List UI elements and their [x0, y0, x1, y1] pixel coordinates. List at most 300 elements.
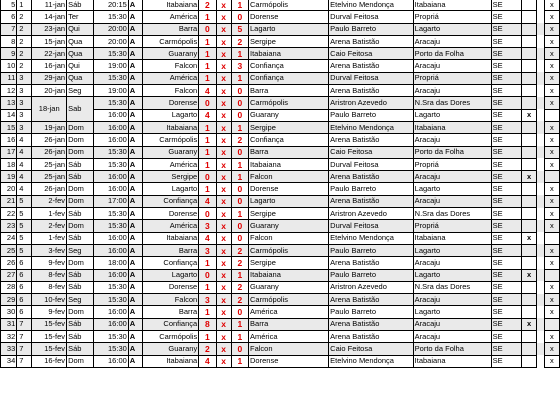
home-score-cell: 1: [199, 60, 216, 72]
away-score-cell: 1: [231, 121, 248, 133]
gap-cell: [537, 208, 545, 220]
time-cell: 16:00: [94, 269, 129, 281]
city-cell: Porto da Folha: [413, 343, 491, 355]
away-team-cell: Guarany: [249, 281, 329, 293]
away-score-cell: 1: [231, 331, 248, 343]
away-score-cell: 5: [231, 23, 248, 35]
flag-cell: [522, 48, 537, 60]
group-cell: A: [128, 109, 142, 121]
home-team-cell: Barra: [142, 244, 198, 256]
versus-cell: x: [216, 318, 231, 330]
gap-cell: [537, 306, 545, 318]
versus-cell: x: [216, 60, 231, 72]
city-cell: Itabaiana: [413, 121, 491, 133]
city-cell: Lagarto: [413, 269, 491, 281]
table-row: [1, 281, 560, 293]
row-number: 8: [1, 35, 17, 47]
away-score-cell: 0: [231, 11, 248, 23]
gap-cell: [537, 11, 545, 23]
time-cell: 15:30: [94, 158, 129, 170]
home-score-cell: 1: [199, 146, 216, 158]
date-cell: 10-fev: [32, 294, 67, 306]
flag-cell: [522, 72, 537, 84]
table-row: [1, 0, 560, 11]
group-cell: A: [128, 85, 142, 97]
away-team-cell: Guarany: [249, 109, 329, 121]
home-score-cell: 3: [199, 244, 216, 256]
home-score-cell: 2: [199, 0, 216, 11]
away-score-cell: 2: [231, 281, 248, 293]
state-cell: SE: [491, 48, 521, 60]
date-cell: 29-jan: [32, 72, 67, 84]
date-cell: 15-fev: [32, 331, 67, 343]
gap-cell: [537, 109, 545, 121]
time-cell: 15:30: [94, 208, 129, 220]
date-cell: 2-fev: [32, 220, 67, 232]
group-cell: A: [128, 134, 142, 146]
home-team-cell: Dorense: [142, 281, 198, 293]
row-number: 29: [1, 294, 17, 306]
row-number: 20: [1, 183, 17, 195]
home-team-cell: Lagarto: [142, 109, 198, 121]
date-cell: 9-fev: [32, 306, 67, 318]
away-team-cell: Barra: [249, 318, 329, 330]
row-number: 6: [1, 11, 17, 23]
city-cell: Aracaju: [413, 331, 491, 343]
gap-cell: [537, 183, 545, 195]
home-team-cell: América: [142, 220, 198, 232]
table-row: [1, 11, 560, 23]
stadium-cell: Arena Batistão: [329, 85, 414, 97]
row-number: 10: [1, 60, 17, 72]
round-cell: 3: [17, 85, 32, 97]
mark-cell: x: [544, 85, 559, 97]
stadium-cell: Paulo Barreto: [329, 183, 414, 195]
row-number: 27: [1, 269, 17, 281]
state-cell: SE: [491, 97, 521, 109]
row-number: 19: [1, 171, 17, 183]
city-cell: Propriá: [413, 158, 491, 170]
home-team-cell: Falcon: [142, 60, 198, 72]
home-team-cell: Falcon: [142, 85, 198, 97]
stadium-cell: Arena Batistão: [329, 331, 414, 343]
group-cell: A: [128, 257, 142, 269]
round-cell: 3: [17, 72, 32, 84]
flag-cell: x: [522, 232, 537, 244]
away-score-cell: 2: [231, 244, 248, 256]
home-score-cell: 3: [199, 220, 216, 232]
away-score-cell: 1: [231, 269, 248, 281]
versus-cell: x: [216, 97, 231, 109]
round-cell: 6: [17, 306, 32, 318]
table-row: [1, 85, 560, 97]
state-cell: SE: [491, 244, 521, 256]
group-cell: A: [128, 306, 142, 318]
date-cell: 1-fev: [32, 208, 67, 220]
time-cell: 15:30: [94, 11, 129, 23]
row-number: 14: [1, 109, 17, 121]
away-team-cell: Sergipe: [249, 121, 329, 133]
gap-cell: [537, 85, 545, 97]
table-row: [1, 195, 560, 207]
away-team-cell: Guarany: [249, 220, 329, 232]
city-cell: Aracaju: [413, 85, 491, 97]
home-team-cell: Sergipe: [142, 171, 198, 183]
away-team-cell: Confiança: [249, 60, 329, 72]
gap-cell: [537, 158, 545, 170]
stadium-cell: Aristron Azevedo: [329, 97, 414, 109]
home-score-cell: 1: [199, 11, 216, 23]
flag-cell: [522, 23, 537, 35]
state-cell: SE: [491, 0, 521, 11]
round-cell: 5: [17, 195, 32, 207]
versus-cell: x: [216, 85, 231, 97]
away-team-cell: Carmópolis: [249, 97, 329, 109]
home-score-cell: 4: [199, 85, 216, 97]
mark-cell: x: [544, 183, 559, 195]
date-cell: 19-jan: [32, 121, 67, 133]
away-score-cell: 1: [231, 171, 248, 183]
flag-cell: [522, 355, 537, 367]
home-score-cell: 8: [199, 318, 216, 330]
stadium-cell: Arena Batistão: [329, 60, 414, 72]
away-team-cell: Carmópolis: [249, 294, 329, 306]
date-cell: 15-jan: [32, 35, 67, 47]
row-number: 34: [1, 355, 17, 367]
away-team-cell: Barra: [249, 146, 329, 158]
city-cell: Lagarto: [413, 306, 491, 318]
state-cell: SE: [491, 232, 521, 244]
away-team-cell: Itabaiana: [249, 48, 329, 60]
date-cell: 16-jan: [32, 60, 67, 72]
weekday-cell: Sáb: [67, 343, 94, 355]
group-cell: A: [128, 355, 142, 367]
weekday-cell: Sáb: [67, 318, 94, 330]
home-team-cell: Itabaiana: [142, 232, 198, 244]
date-cell: 15-fev: [32, 343, 67, 355]
date-cell: 25-jan: [32, 158, 67, 170]
gap-cell: [537, 134, 545, 146]
round-cell: 6: [17, 281, 32, 293]
state-cell: SE: [491, 85, 521, 97]
weekday-cell: Qui: [67, 60, 94, 72]
gap-cell: [537, 0, 545, 11]
away-team-cell: Itabaiana: [249, 158, 329, 170]
group-cell: A: [128, 23, 142, 35]
home-score-cell: 1: [199, 306, 216, 318]
round-cell: 5: [17, 208, 32, 220]
state-cell: SE: [491, 60, 521, 72]
home-score-cell: 4: [199, 232, 216, 244]
home-score-cell: 4: [199, 109, 216, 121]
city-cell: Lagarto: [413, 109, 491, 121]
weekday-cell: Dom: [67, 121, 94, 133]
flag-cell: x: [522, 318, 537, 330]
gap-cell: [537, 343, 545, 355]
group-cell: A: [128, 195, 142, 207]
row-number: 11: [1, 72, 17, 84]
stadium-cell: Etelvino Mendonça: [329, 0, 414, 11]
row-number: 7: [1, 23, 17, 35]
weekday-cell: Dom: [67, 183, 94, 195]
stadium-cell: Etelvino Mendonça: [329, 121, 414, 133]
flag-cell: [522, 85, 537, 97]
stadium-cell: Paulo Barreto: [329, 269, 414, 281]
mark-cell: x: [544, 208, 559, 220]
versus-cell: x: [216, 269, 231, 281]
table-row: [1, 35, 560, 47]
time-cell: 16:00: [94, 134, 129, 146]
versus-cell: x: [216, 171, 231, 183]
home-team-cell: Carmópolis: [142, 331, 198, 343]
flag-cell: x: [522, 171, 537, 183]
round-cell: 7: [17, 331, 32, 343]
weekday-cell: Dom: [67, 220, 94, 232]
state-cell: SE: [491, 318, 521, 330]
row-number: 9: [1, 48, 17, 60]
city-cell: Propriá: [413, 72, 491, 84]
stadium-cell: Arena Batistão: [329, 171, 414, 183]
home-team-cell: Confiança: [142, 257, 198, 269]
versus-cell: x: [216, 158, 231, 170]
mark-cell: x: [544, 294, 559, 306]
gap-cell: [537, 48, 545, 60]
flag-cell: x: [522, 269, 537, 281]
away-score-cell: 0: [231, 220, 248, 232]
round-cell: 1: [17, 0, 32, 11]
versus-cell: x: [216, 220, 231, 232]
gap-cell: [537, 331, 545, 343]
home-team-cell: Carmópolis: [142, 35, 198, 47]
round-cell: 7: [17, 343, 32, 355]
table-row: [1, 48, 560, 60]
time-cell: 15:30: [94, 281, 129, 293]
weekday-cell: Qua: [67, 35, 94, 47]
away-team-cell: Dorense: [249, 183, 329, 195]
gap-cell: [537, 195, 545, 207]
home-team-cell: Guarany: [142, 343, 198, 355]
time-cell: 16:00: [94, 109, 129, 121]
time-cell: 20:00: [94, 35, 129, 47]
gap-cell: [537, 60, 545, 72]
weekday-cell: Dom: [67, 134, 94, 146]
round-cell: 3: [17, 121, 32, 133]
time-cell: 15:30: [94, 331, 129, 343]
versus-cell: x: [216, 23, 231, 35]
versus-cell: x: [216, 355, 231, 367]
round-cell: 4: [17, 146, 32, 158]
state-cell: SE: [491, 171, 521, 183]
flag-cell: [522, 257, 537, 269]
flag-cell: [522, 183, 537, 195]
row-number: 26: [1, 257, 17, 269]
table-row: [1, 72, 560, 84]
home-score-cell: 0: [199, 171, 216, 183]
city-cell: Aracaju: [413, 294, 491, 306]
time-cell: 15:30: [94, 146, 129, 158]
round-cell: 7: [17, 318, 32, 330]
flag-cell: [522, 306, 537, 318]
gap-cell: [537, 171, 545, 183]
versus-cell: x: [216, 183, 231, 195]
gap-cell: [537, 294, 545, 306]
versus-cell: x: [216, 109, 231, 121]
time-cell: 19:00: [94, 85, 129, 97]
flag-cell: [522, 294, 537, 306]
away-score-cell: 0: [231, 97, 248, 109]
flag-cell: [522, 195, 537, 207]
stadium-cell: Durval Feitosa: [329, 220, 414, 232]
away-score-cell: 0: [231, 85, 248, 97]
row-number: 30: [1, 306, 17, 318]
row-number: 28: [1, 281, 17, 293]
away-score-cell: 2: [231, 294, 248, 306]
away-team-cell: Dorense: [249, 11, 329, 23]
home-team-cell: Lagarto: [142, 269, 198, 281]
gap-cell: [537, 244, 545, 256]
stadium-cell: Paulo Barreto: [329, 109, 414, 121]
table-row: [1, 269, 560, 281]
table-row: [1, 343, 560, 355]
home-score-cell: 1: [199, 331, 216, 343]
flag-cell: [522, 208, 537, 220]
round-cell: 6: [17, 294, 32, 306]
stadium-cell: Durval Feitosa: [329, 72, 414, 84]
home-team-cell: Guarany: [142, 146, 198, 158]
round-cell: 4: [17, 134, 32, 146]
away-score-cell: 0: [231, 306, 248, 318]
time-cell: 16:00: [94, 355, 129, 367]
round-cell: 4: [17, 158, 32, 170]
table-row: [1, 23, 560, 35]
time-cell: 20:00: [94, 23, 129, 35]
weekday-cell: Sáb: [67, 269, 94, 281]
time-cell: 20:15: [94, 0, 129, 11]
mark-cell: x: [544, 257, 559, 269]
versus-cell: x: [216, 208, 231, 220]
away-score-cell: 2: [231, 134, 248, 146]
stadium-cell: Arena Batistão: [329, 134, 414, 146]
stadium-cell: Durval Feitosa: [329, 158, 414, 170]
mark-cell: [544, 269, 559, 281]
home-team-cell: Lagarto: [142, 183, 198, 195]
weekday-cell: Qua: [67, 48, 94, 60]
table-row: [1, 306, 560, 318]
mark-cell: x: [544, 244, 559, 256]
flag-cell: [522, 121, 537, 133]
state-cell: SE: [491, 281, 521, 293]
date-cell: 8-fev: [32, 269, 67, 281]
city-cell: Porto da Folha: [413, 146, 491, 158]
date-cell: 11-jan: [32, 0, 67, 11]
flag-cell: [522, 97, 537, 109]
home-score-cell: 4: [199, 195, 216, 207]
away-team-cell: Lagarto: [249, 195, 329, 207]
home-score-cell: 1: [199, 35, 216, 47]
home-team-cell: Guarany: [142, 48, 198, 60]
row-number: 17: [1, 146, 17, 158]
state-cell: SE: [491, 257, 521, 269]
away-team-cell: Carmópolis: [249, 244, 329, 256]
home-team-cell: Barra: [142, 23, 198, 35]
away-score-cell: 1: [231, 0, 248, 11]
away-team-cell: Itabaiana: [249, 269, 329, 281]
group-cell: A: [128, 343, 142, 355]
state-cell: SE: [491, 343, 521, 355]
home-team-cell: Falcon: [142, 294, 198, 306]
row-number: 22: [1, 208, 17, 220]
round-cell: 6: [17, 269, 32, 281]
group-cell: A: [128, 220, 142, 232]
stadium-cell: Aristron Azevedo: [329, 281, 414, 293]
table-row: [1, 232, 560, 244]
group-cell: A: [128, 146, 142, 158]
weekday-cell: Dom: [67, 355, 94, 367]
flag-cell: [522, 331, 537, 343]
mark-cell: x: [544, 146, 559, 158]
home-score-cell: 1: [199, 72, 216, 84]
weekday-cell: Dom: [67, 257, 94, 269]
flag-cell: [522, 343, 537, 355]
state-cell: SE: [491, 23, 521, 35]
versus-cell: x: [216, 281, 231, 293]
group-cell: A: [128, 281, 142, 293]
round-cell: 6: [17, 257, 32, 269]
city-cell: Propriá: [413, 220, 491, 232]
away-score-cell: 1: [231, 208, 248, 220]
away-team-cell: Carmópolis: [249, 0, 329, 11]
versus-cell: x: [216, 331, 231, 343]
mark-cell: x: [544, 281, 559, 293]
gap-cell: [537, 121, 545, 133]
time-cell: 16:00: [94, 244, 129, 256]
mark-cell: x: [544, 343, 559, 355]
state-cell: SE: [491, 183, 521, 195]
flag-cell: [522, 60, 537, 72]
city-cell: Aracaju: [413, 171, 491, 183]
mark-cell: x: [544, 331, 559, 343]
round-cell: 3: [17, 97, 32, 109]
home-score-cell: 0: [199, 269, 216, 281]
flag-cell: [522, 11, 537, 23]
state-cell: SE: [491, 355, 521, 367]
city-cell: Itabaiana: [413, 355, 491, 367]
home-score-cell: 0: [199, 208, 216, 220]
stadium-cell: Etelvino Mendonça: [329, 232, 414, 244]
weekday-cell: Sáb: [67, 208, 94, 220]
mark-cell: [544, 171, 559, 183]
stadium-cell: Arena Batistão: [329, 35, 414, 47]
versus-cell: x: [216, 306, 231, 318]
gap-cell: [537, 232, 545, 244]
time-cell: 19:00: [94, 60, 129, 72]
table-row: [1, 183, 560, 195]
away-score-cell: 1: [231, 48, 248, 60]
home-team-cell: Itabaiana: [142, 121, 198, 133]
weekday-cell: Dom: [67, 195, 94, 207]
versus-cell: x: [216, 343, 231, 355]
time-cell: 16:00: [94, 183, 129, 195]
away-score-cell: 0: [231, 195, 248, 207]
time-cell: 15:30: [94, 72, 129, 84]
gap-cell: [537, 23, 545, 35]
city-cell: N.Sra das Dores: [413, 281, 491, 293]
home-score-cell: 2: [199, 343, 216, 355]
mark-cell: x: [544, 35, 559, 47]
city-cell: Lagarto: [413, 23, 491, 35]
date-cell: 2-fev: [32, 195, 67, 207]
city-cell: N.Sra das Dores: [413, 208, 491, 220]
